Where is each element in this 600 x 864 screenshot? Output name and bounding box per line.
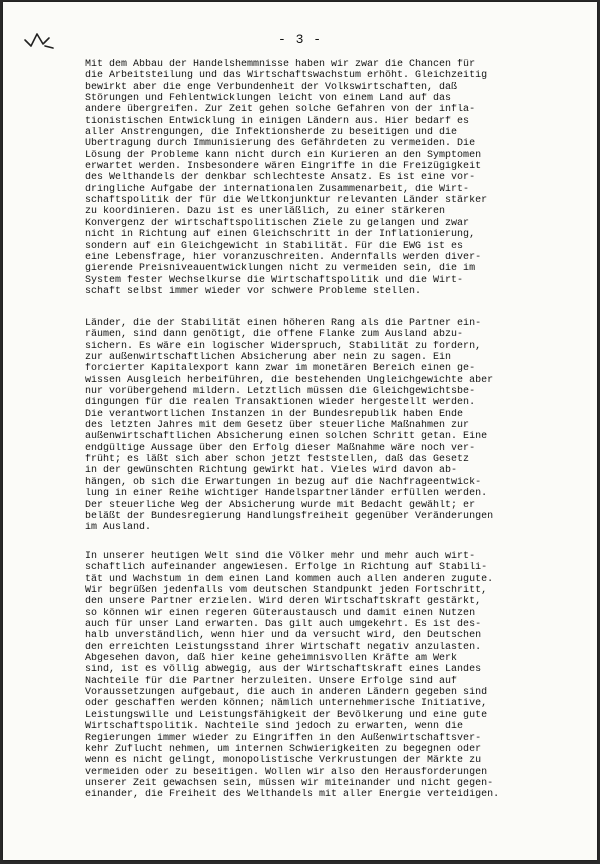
- text-line: außenwirtschaftlichen Absicherung einen solchen Schritt getan. Eine: [85, 431, 488, 443]
- text-line: den unsere Partner erzielen. Wird deren Wirtschaftskraft gestärkt,: [85, 596, 482, 608]
- text-line: Leistungswille und Leistungsfähigkeit der Bevölkerung und eine gute: [85, 709, 488, 721]
- text-line: System fester Wechselkurse die Wirtschaftspolitik und die Wirt-: [85, 274, 464, 286]
- text-line: Der steuerliche Weg der Absicherung wurde mit Bedacht gewählt; er: [85, 499, 476, 511]
- text-line: oder geschaffen werden können; nämlich unternehmerische Initiative,: [85, 698, 488, 710]
- text-line: eine Lebensfrage, hier voranzuschreiten. Andernfalls werden diver-: [85, 251, 482, 263]
- text-line: des letzten Jahres mit dem Gesetz über steuerliche Maßnahmen zur: [85, 420, 470, 432]
- text-line: Wirtschaftspolitik. Nachteile sind jedoch zu erwarten, wenn die: [85, 721, 464, 733]
- text-line: tät und Wachstum in dem einen Land kommen auch allen anderen zugute.: [85, 573, 494, 585]
- text-line: wissen Ausgleich herbeiführen, die bestehenden Ungleichgewichte aber: [85, 374, 494, 386]
- text-line: dringliche Aufgabe der internationalen Zusammenarbeit, die Wirt-: [85, 183, 470, 195]
- text-line: Lösung der Probleme kann nicht durch ein Kurieren an den Symptomen: [85, 149, 482, 161]
- page-number: - 3 -: [277, 32, 322, 47]
- text-line: sind, ist es völlig abwegig, aus der Wirtschaftskraft eines Landes: [85, 664, 482, 676]
- text-line: beläßt der Bundesregierung Handlungsfreiheit gegenüber Veränderungen: [85, 510, 494, 522]
- text-line: Länder, die der Stabilität einen höheren Rang als die Partner ein-: [85, 318, 482, 329]
- text-line: zu koordinieren. Dazu ist es unerläßlich, zu einer stärkeren: [85, 206, 446, 218]
- text-line: in der gewünschten Richtung gewirkt hat. Vieles wird davon ab-: [85, 465, 458, 477]
- text-line: wenn es nicht gelingt, monopolistische Verkrustungen der Märkte zu: [85, 755, 482, 767]
- text-line: hängen, ob sich die Erwartungen in bezug auf die Nachfrageentwick-: [85, 476, 482, 488]
- text-line: kehr Zuflucht nehmen, um internen Schwierigkeiten zu begegnen oder: [85, 743, 482, 755]
- document-page: [3, 2, 597, 860]
- text-line: bewirkt aber die enge Verbundenheit der Volkswirtschaften, daß: [85, 81, 458, 93]
- text-line: forcierter Kapitalexport kann zwar im monetären Bereich einen ge-: [85, 363, 476, 375]
- text-line: vermeiden oder zu beseitigen. Wollen wir also den Herausforderungen: [85, 766, 488, 778]
- text-line: nicht in Richtung auf einen Gleichschritt in der Inflationierung,: [85, 229, 476, 241]
- text-line: im Ausland.: [85, 522, 152, 534]
- text-line: den erreichten Leistungsstand ihrer Wirtschaft negativ anzulasten.: [85, 641, 482, 653]
- text-line: Regierungen immer wieder zu Eingriffen in den Außenwirtschaftsver-: [85, 732, 482, 744]
- text-line: schaft selbst immer wieder vor schwere Probleme stellen.: [85, 285, 422, 297]
- text-line: des Welthandels der denkbar schlechteste Ansatz. Es ist eine vor-: [85, 172, 476, 184]
- text-line: gierende Preisniveauentwicklungen nicht zu vermeiden sein, die im: [85, 263, 476, 275]
- text-line: zur außenwirtschaftlichen Absicherung aber nein zu sagen. Ein: [85, 352, 452, 364]
- text-line: dingungen für die realen Transaktionen wieder hergestellt werden.: [85, 397, 476, 409]
- text-line: lung in einer Reihe wichtiger Handelspartnerländer erfüllen werden.: [85, 488, 488, 500]
- text-line: Wir begrüßen jedenfalls vom deutschen Standpunkt jeden Fortschritt,: [85, 585, 488, 597]
- text-line: In unserer heutigen Welt sind die Völker mehr und mehr auch wirt-: [85, 551, 476, 562]
- text-line: unserer Zeit gewachsen sein, müssen wir miteinander und nicht gegen-: [85, 777, 494, 789]
- text-line: sichern. Es wäre ein logischer Widerspruch, Stabilität zu fordern,: [85, 340, 482, 352]
- text-line: schaftlich aufeinander angewiesen. Erfolge in Richtung auf Stabili-: [85, 562, 488, 574]
- text-line: Abgesehen davon, daß hier keine geheimnisvollen Kräfte am Werk: [85, 653, 458, 665]
- text-line: halb unverständlich, wenn hier und da versucht wird, den Deutschen: [85, 630, 482, 642]
- text-line: endgültige Aussage über den Erfolg dieser Maßnahme wäre noch ver-: [85, 442, 476, 454]
- text-line: Störungen und Fehlentwicklungen leicht von einem Land auf das: [85, 93, 452, 105]
- paragraph-1: [85, 59, 557, 297]
- text-line: so können wir einen regeren Güteraustausch und damit einen Nutzen: [85, 607, 476, 619]
- text-line: nur vorübergehend mildern. Letztlich müssen die Gleichgewichtsbe-: [85, 386, 476, 398]
- text-line: Die verantwortlichen Instanzen in der Bundesrepublik haben Ende: [85, 408, 464, 420]
- text-line: andere übergreifen. Zur Zeit gehen solche Gefahren von der infla-: [85, 104, 476, 116]
- text-line: Übertragung durch Immunisierung des Gefährdeten zu vermeiden. Die: [85, 138, 476, 150]
- text-line: schaftspolitik der für die Weltkonjunktur relevanten Länder stärker: [85, 195, 488, 207]
- text-line: räumen, sind dann genötigt, die offene Flanke zum Ausland abzu-: [85, 329, 464, 341]
- text-line: Voraussetzungen aufgebaut, die auch in anderen Ländern gegeben sind: [85, 687, 488, 699]
- text-line: früht; es läßt sich aber schon jetzt feststellen, daß das Gesetz: [85, 454, 470, 466]
- text-line: die Arbeitsteilung und das Wirtschaftswachstum erhöht. Gleichzeitig: [85, 70, 488, 82]
- paragraph-3: [85, 551, 557, 801]
- text-line: Konvergenz der wirtschaftspolitischen Ziele zu gelangen und zwar: [85, 217, 470, 229]
- text-line: einander, die Freiheit des Welthandels mit aller Energie verteidigen.: [85, 789, 500, 801]
- text-line: aller Anstrengungen, die Infektionsherde zu beseitigen und die: [85, 127, 458, 139]
- text-line: Nachteile für die Partner herzuleiten. Unsere Erfolge sind auf: [85, 675, 458, 687]
- paragraph-2: [85, 318, 557, 534]
- text-line: auch für unser Land erwarten. Das gilt auch umgekehrt. Es ist des-: [85, 619, 482, 631]
- text-line: Mit dem Abbau der Handelshemmnisse haben wir zwar die Chancen für: [85, 59, 476, 70]
- text-line: erwartet werden. Insbesondere wären Eingriffe in die Freizügigkeit: [85, 161, 482, 173]
- text-line: sondern auf ein Gleichgewicht in Stabilität. Für die EWG ist es: [85, 240, 464, 252]
- text-line: tionistischen Entwicklung in einigen Ländern aus. Hier bedarf es: [85, 115, 470, 127]
